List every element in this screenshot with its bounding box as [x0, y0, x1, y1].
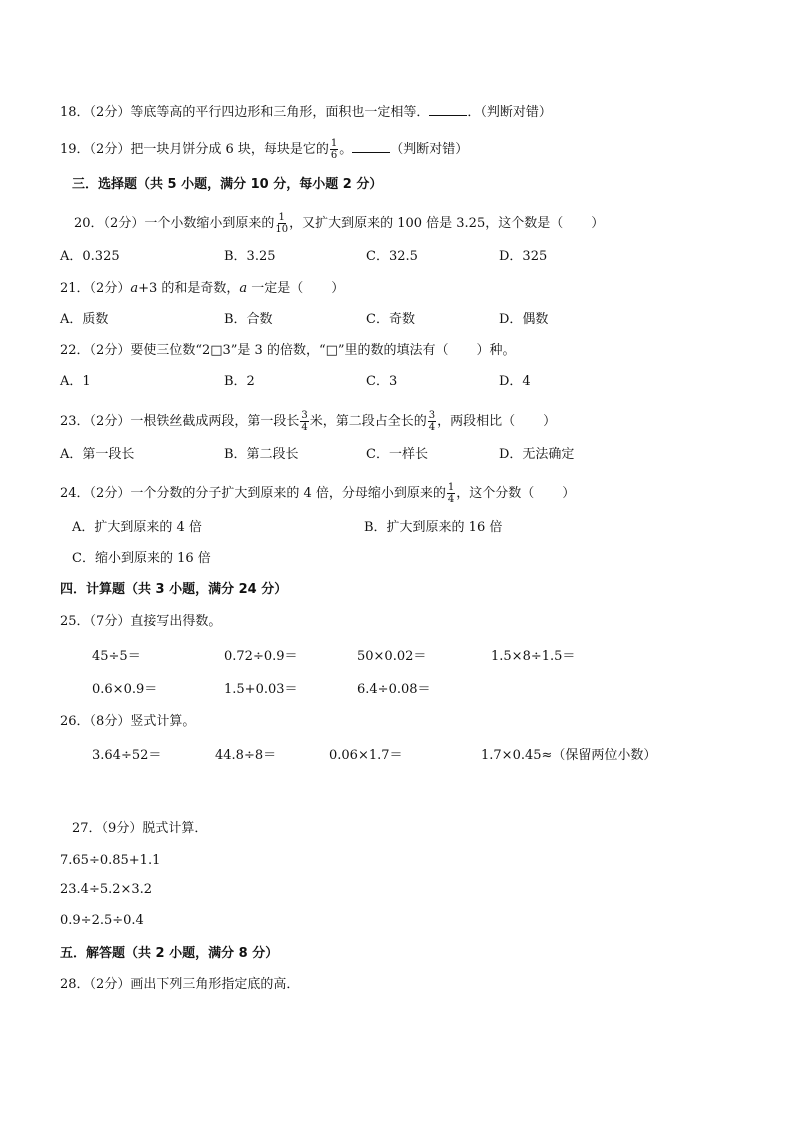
question-23: 23．（2分）一根铁丝截成两段，第一段长 $\frac{3}{4}$ 米，第二段占全长的 $\frac{3}{4}$ ，两段相比（ ） [60, 410, 557, 433]
fraction: $\frac{3}{4}$ [301, 410, 308, 433]
question-18-text: 18．（2分）等底等高的平行四边形和三角形，面积也一定相等． [60, 105, 430, 120]
fraction: $\frac{1}{10}$ [275, 212, 289, 235]
option-b[interactable]: B．第二段长 [224, 447, 299, 462]
calc-item: 3.64÷52＝ [92, 748, 162, 763]
option-c[interactable]: C．奇数 [366, 312, 415, 327]
calc-item: 7.65÷0.85+1.1 [60, 853, 161, 868]
answer-blank[interactable] [429, 103, 467, 116]
calc-item: 1.5×8÷1.5＝ [491, 649, 576, 664]
question-21: 21．（2分）a+3 的和是奇数，a 一定是（ ） [60, 281, 345, 296]
section-heading-choice: 三．选择题（共 5 小题，满分 10 分，每小题 2 分） [72, 177, 383, 192]
calc-item: 23.4÷5.2×3.2 [60, 882, 153, 897]
option-a[interactable]: A．1 [60, 374, 91, 389]
question-25: 25．（7分）直接写出得数。 [60, 614, 222, 629]
option-d[interactable]: D．325 [499, 249, 548, 264]
calc-item: 0.06×1.7＝ [329, 748, 403, 763]
fraction: $\frac{3}{4}$ [428, 410, 436, 433]
section-heading-calculation: 四．计算题（共 3 小题，满分 24 分） [60, 582, 288, 597]
option-b[interactable]: B．2 [224, 374, 255, 389]
fraction: $\frac{1}{6}$ [330, 138, 338, 161]
option-d[interactable]: D．4 [499, 374, 531, 389]
calc-item: 1.5+0.03＝ [224, 682, 298, 697]
question-27: 27．（9分）脱式计算． [72, 821, 208, 836]
calc-item: 6.4÷0.08＝ [357, 682, 431, 697]
option-a[interactable]: A．第一段长 [60, 447, 135, 462]
option-b[interactable]: B．3.25 [224, 249, 276, 264]
option-d[interactable]: D．偶数 [499, 312, 549, 327]
calc-item: 0.72÷0.9＝ [224, 649, 298, 664]
option-c[interactable]: C．32.5 [366, 249, 418, 264]
calc-item: 44.8÷8＝ [215, 748, 277, 763]
calc-item: 1.7×0.45≈（保留两位小数） [481, 748, 657, 763]
calc-item: 50×0.02＝ [357, 649, 427, 664]
question-28: 28．（2分）画出下列三角形指定底的高． [60, 977, 300, 992]
calc-item: 0.9÷2.5÷0.4 [60, 913, 144, 928]
question-19-tail: （判断对错） [390, 142, 469, 157]
option-a[interactable]: A．质数 [60, 312, 109, 327]
question-19-text: 19．（2分）把一块月饼分成 6 块，每块是它的 [60, 142, 329, 157]
question-24: 24．（2分）一个分数的分子扩大到原来的 4 倍，分母缩小到原来的 $\frac{1}{4}$ ，这个分数（ ） [60, 482, 576, 505]
option-c[interactable]: C．缩小到原来的 16 倍 [72, 551, 211, 566]
question-20: 20．（2分）一个小数缩小到原来的 $\frac{1}{10}$ ，又扩大到原来的 100 倍是 3.25，这个数是（ ） [74, 212, 605, 235]
question-19: 19．（2分）把一块月饼分成 6 块，每块是它的 $\frac{1}{6}$ 。 （判断对错） [60, 138, 469, 161]
answer-blank[interactable] [352, 140, 390, 153]
question-18-tail: ．（判断对错） [467, 105, 552, 120]
option-c[interactable]: C．一样长 [366, 447, 428, 462]
option-c[interactable]: C．3 [366, 374, 398, 389]
question-22: 22．（2分）要使三位数“2□3”是 3 的倍数，“□”里的数的填法有（ ）种。 [60, 343, 516, 358]
calc-item: 0.6×0.9＝ [92, 682, 158, 697]
question-18 [60, 103, 552, 122]
calc-item: 45÷5＝ [92, 649, 141, 664]
question-26: 26．（8分）竖式计算。 [60, 714, 196, 729]
section-heading-solution: 五．解答题（共 2 小题，满分 8 分） [60, 946, 279, 961]
option-d[interactable]: D．无法确定 [499, 447, 575, 462]
option-b[interactable]: B．合数 [224, 312, 273, 327]
option-a[interactable]: A．扩大到原来的 4 倍 [72, 520, 202, 535]
option-b[interactable]: B．扩大到原来的 16 倍 [364, 520, 503, 535]
fraction: $\frac{1}{4}$ [447, 482, 455, 505]
option-a[interactable]: A．0.325 [60, 249, 120, 264]
